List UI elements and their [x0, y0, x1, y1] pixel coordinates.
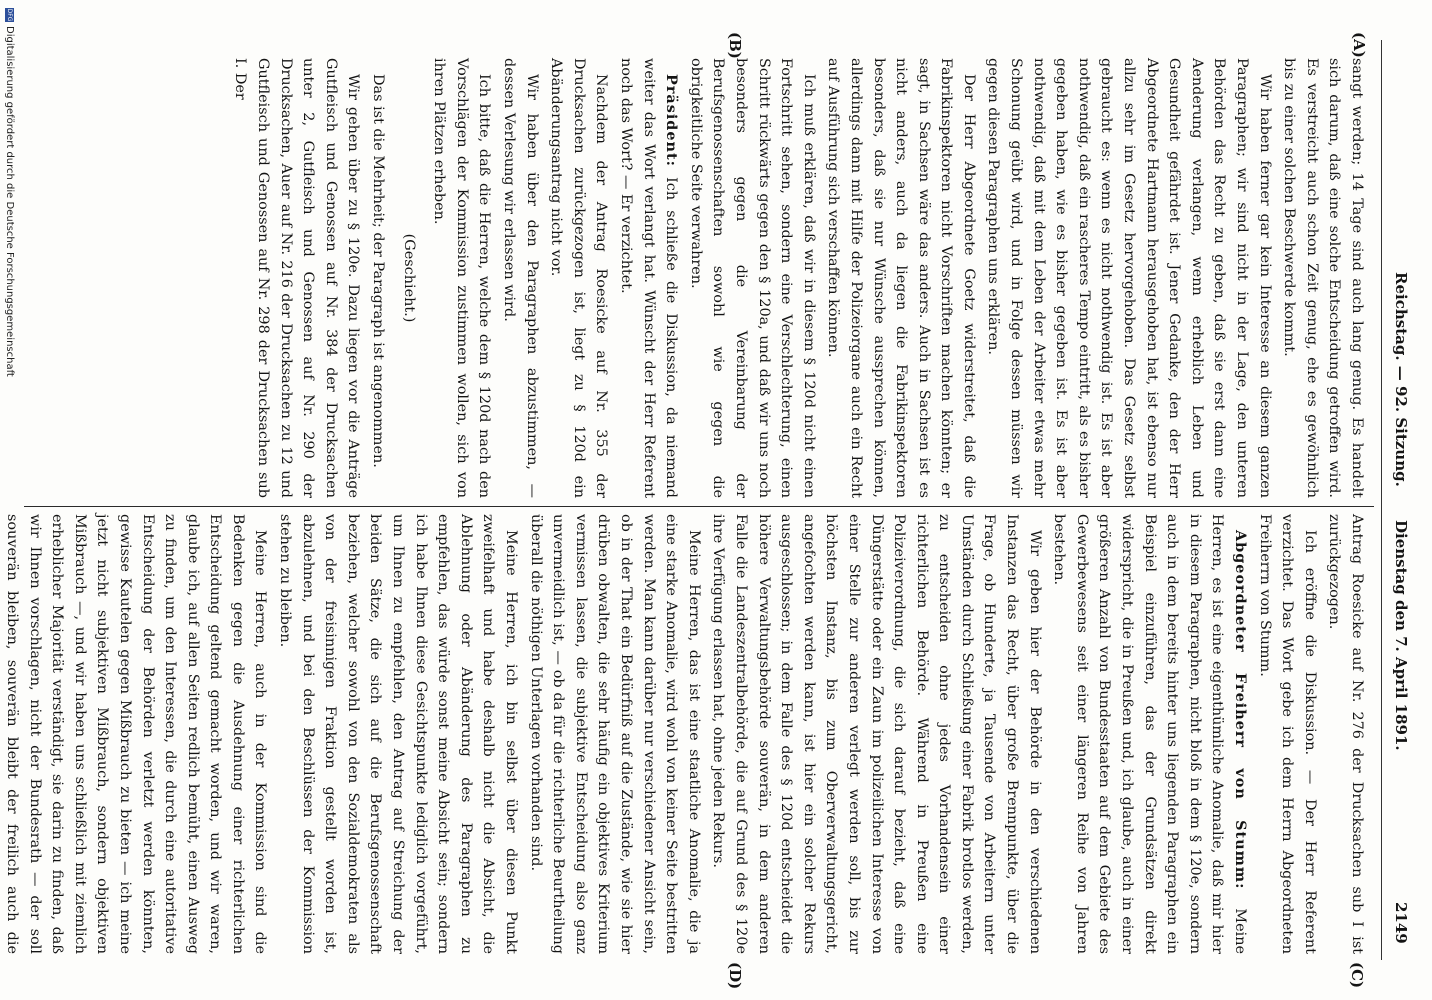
- paragraph: Antrag Roesicke auf Nr. 276 der Drucksachen sub I ist zurückgezogen.: [1326, 514, 1365, 954]
- speaker-name: Abgeordneter Freiherr von Stumm:: [1232, 530, 1250, 890]
- margin-mark-a: (A): [1350, 32, 1368, 58]
- paragraph: sangt werden; 14 Tage sind auch lang genug. Es handelt sich darum, daß eine solche Entscheidung getroffen wird. Es verstreicht auch schon Zeit genug, ehe es gewöhnlich bis zu einer solchen Beschwerde kommt.: [1281, 58, 1365, 498]
- paragraph: Das ist die Mehrheit; der Paragraph ist angenommen.: [370, 74, 387, 468]
- running-header-right: Dienstag den 7. April 1891.: [1392, 520, 1410, 751]
- margin-mark-c: (C): [1348, 962, 1366, 989]
- paragraph: Ich bitte, daß die Herren, welche dem § 120d nach den Vorschlägen der Kommission zustimmen wollen, sich von ihren Plätzen erheben.: [431, 58, 493, 498]
- page-number: 2149: [1392, 902, 1410, 944]
- paragraph: Wir haben ferner gar kein Interesse an diesem ganzen Paragraphen; wir sind nicht in der Lage, den unteren Behörden das Recht zu geben, daß sie erst dann eine Aenderung verlangen, wenn erheblich Leben und Gesundheit gefährdet ist. Jener Gedanke, den der Herr Abgeordnete Hartmann herausgehoben hat, ist ebenso nur allzu sehr im Gesetz hervorgehoben. Das Gesetz selbst gebraucht es: wenn es nicht nothwendig ist. Es ist aber nothwendig, daß ein rascheres Tempo eintritt, als es bisher gegeben haben, wie es bisher gegeben ist. Es ist aber nothwendig, daß mit dem Leben der Arbeiter etwas mehr Schonung geübt wird, und in Folge dessen müssen wir gegen diesen Paragraphen uns erklären.: [985, 58, 1273, 498]
- running-header-left: Reichstag. — 92. Sitzung.: [1392, 272, 1410, 487]
- paragraph: Meine Herren, das ist eine staatliche Anomalie, die ja eine starke Anomalie, wird wohl von keiner Seite bestritten werden. Man kann darüber nur verschiedener Ansicht sein, ob in der That ein Bedürfniß auf die Zustände, wie sie hier drüben obwalten, die sehr häufig ein objektives Kriterium vermissen lassen, die subjektive Entscheidung also ganz unvermeidlich ist, — ob da für die richterliche Beurtheilung überall die nöthigen Unterlagen vorhanden sind.: [527, 514, 702, 954]
- text-column-right: [3, 514, 1368, 954]
- speech-text: Ich schließe die Diskussion, da niemand weiter das Wort verlangt hat. Wünscht der Herr Referent noch das Wort? — Er verzichtet.: [618, 58, 680, 498]
- paragraph: Wir gehen über zu § 120e. Dazu liegen vor die Anträge Gutfleisch und Genossen auf Nr. 384 der Drucksachen unter 2, Gutfleisch und Genossen auf Nr. 290 der Drucksachen, Auer auf Nr. 216 der Drucksachen zu 12 und Gutfleisch und Genossen auf Nr. 298 der Drucksachen sub I. Der: [232, 58, 362, 498]
- paragraph: Nachdem der Antrag Roesicke auf Nr. 355 der Drucksachen zurückgezogen ist, liegt zu § 120d ein Abänderungsantrag nicht vor.: [548, 58, 610, 498]
- paragraph: Meine Herren, auch in der Kommission sind die Bedenken gegen die Ausdehnung einer richterlichen Entscheidung geltend gemacht worden, und wir waren, glaube ich, auf allen Seiten redlich bemüht, einen Ausweg zu finden, um den Interessen, die durch eine autoritative Entscheidung der Behörden verletzt werden könnten, gewisse Kautelen gegen Mißbrauch zu bieten — ich meine jetzt nicht subjektiven Mißbrauch, sondern objektiven Mißbrauch —, und wir haben uns schließlich mit ziemlich erheblicher Majorität verständigt, sie darin zu finden, daß wir Ihnen vorschlagen, nicht der Bundesrath — der soll souverän bleiben, souverän bleibt der freilich auch die: [3, 514, 269, 954]
- stage-direction: (Geschieht.): [400, 233, 417, 323]
- paragraph: Ich eröffne die Diskussion. — Der Herr Referent verzichtet. Das Wort gebe ich dem Herrn Abgeordneten Freiherrn von Stumm.: [1256, 514, 1318, 954]
- margin-mark-d: (D): [726, 962, 744, 990]
- margin-mark-b: (B): [726, 32, 744, 59]
- footer-text: Digitalisierung gefördert durch die Deutsche Forschungsgemeinschaft: [4, 26, 15, 377]
- speaker-name: Präsident:: [663, 74, 681, 167]
- digitization-footer: [4, 8, 14, 988]
- paragraph: Wir haben über den Paragraphen abzustimmen, — dessen Verlesung wir erlassen wird.: [501, 58, 540, 498]
- speech-text: Meine Herren, es ist eine eigenthümliche Anomalie, daß mir hier in diesem Paragraphen, nicht bloß in dem § 120e, sondern auch in dem bereits hinter uns liegenden Paragraphen ein Beispiel einzuführen, das der Grundsätzen direkt widerspricht, die in Preußen und, ich glaube, auch in einer größeren Anzahl von Bundesstaaten auf dem Gebiete des Gewerbewesens seit einer längeren Reihe von Jahren bestehen.: [1051, 514, 1249, 954]
- paragraph: Der Herr Abgeordnete Goetz widerstreitet, daß die Fabrikinspektoren nicht Vorschriften machen könnten; er sagt, in Sachsen wäre das anders. Auch in Sachsen ist es nicht anders, auch da liegen die Fabrikinspektoren besonders, daß sie nur Wünsche aussprechen können, allerdings dann mit Hilfe der Polizeiorgane auch ein Recht auf Ausführung sich verschaffen können.: [825, 58, 977, 498]
- column-divider: [24, 506, 1374, 507]
- text-column-left: [28, 58, 1368, 498]
- paragraph: Wir geben hier der Behörde in den verschiedenen Instanzen das Recht, über große Brennpunkte, über die Frage, ob Hunderte, ja Tausende von Arbeitern unter Umständen durch Schließung einer Fabrik brotlos werden, zu entscheiden ohne jedes Vorhandensein einer richterlichen Behörde. Während in Preußen eine Polizeiverordnung, die sich darauf bezieht, daß eine Düngerstätte oder ein Zaun im polizeilichen Interesse von einer Stelle zur anderen verlegt werden soll, bis zur höchsten Instanz, bis zum Oberverwaltungsgericht, angefochten werden kann, ist hier ein solcher Rekurs ausgeschlossen; in dem Falle des § 120d entscheidet die höhere Verwaltungsbehörde souverän, in dem anderen Falle die Landeszentralbehörde, die auf Grund des § 120e ihre Verfügung erlassen hat, ohne jeden Rekurs.: [710, 514, 1043, 954]
- speech-stumm: [1048, 514, 1251, 954]
- paragraph: Ich muß erklären, daß wir in diesem § 120d nicht einen Fortschritt sehen, sondern eine Verschlechterung, einen Schritt rückwärts gegen den § 120a, und daß wir uns noch besonders gegen die Vereinbarung der Berufsgenossenschaften sowohl wie gegen die obrigkeitliche Seite verwahren.: [687, 58, 817, 498]
- dfg-logo-icon: DFG: [6, 8, 13, 22]
- paragraph: Meine Herren, ich bin selbst über diesen Punkt zweifelhaft und habe deshalb nicht die Absicht, die Ablehnung oder Abänderung des Paragraphen zu empfehlen, das würde sonst meine Absicht sein; sondern ich habe Ihnen diese Gesichtspunkte lediglich vorgeführt, um Ihnen zu empfehlen, den Antrag auf Streichung der beiden Sätze, die sich auf die Berufsgenossenschaft beziehen, welcher sowohl von den Sozialdemokraten als von der freisinnigen Fraktion gestellt worden ist, abzulehnen, und bei den Beschlüssen der Kommission stehen zu bleiben.: [277, 514, 520, 954]
- speech-president: [614, 58, 682, 498]
- header-rule: [1381, 40, 1382, 960]
